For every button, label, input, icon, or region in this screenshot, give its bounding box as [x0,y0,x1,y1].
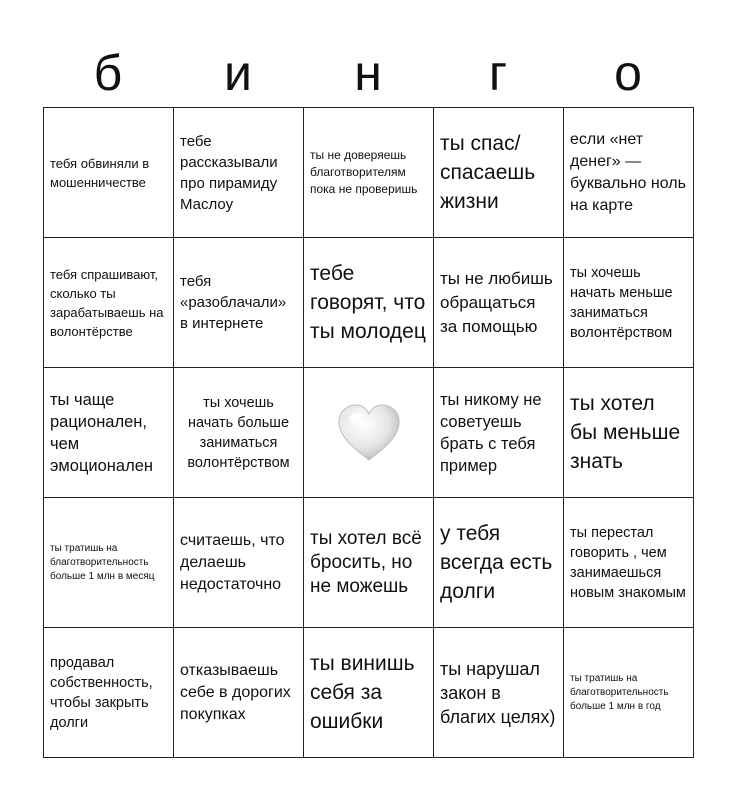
cell-text: ты не любишь обращаться за помощью [440,268,553,336]
bingo-cell-r1c3[interactable] [304,108,434,238]
cell-text: у тебя всегда есть долги [440,522,553,603]
bingo-cell-r1c1[interactable] [44,108,174,238]
cell-text: ты никому не советуешь брать с тебя пример [440,390,542,475]
bingo-header [43,40,693,106]
bingo-board [43,107,694,758]
cell-text: продавал собственность, чтобы закрыть долги [50,654,153,731]
bingo-cell-r5c3[interactable] [304,628,434,758]
cell-text: ты спас/ спасаешь жизни [440,132,536,213]
cell-text: тебе говорят, что ты молодец [310,262,426,343]
cell-text: считаешь, что делаешь недостаточно [180,531,285,593]
cell-text: ты хочешь начать больше заниматься волонтёрством [187,394,290,471]
bingo-cell-r2c1[interactable] [44,238,174,368]
cell-text: ты не доверяешь благотворителям пока не проверишь [310,148,418,196]
cell-text: ты тратишь на благотворительность больше 1 млн в месяц [50,542,155,582]
bingo-cell-r2c5[interactable] [564,238,694,368]
bingo-cell-r4c3[interactable] [304,498,434,628]
cell-text: ты хотел бы меньше знать [570,392,681,473]
cell-text: ты тратишь на благотворительность больше 1 млн в год [570,672,669,712]
header-letter-o: о [614,45,642,101]
cell-text: тебе рассказывали про пирамиду Маслоу [180,132,278,213]
cell-text: ты хочешь начать меньше заниматься волонтёрством [570,264,673,341]
bingo-cell-r5c5[interactable] [564,628,694,758]
cell-text: ты нарушал закон в благих целях) [440,658,556,727]
header-letter-b: б [93,45,123,101]
bingo-cell-r5c4[interactable] [434,628,564,758]
bingo-cell-r2c4[interactable] [434,238,564,368]
cell-text: ты чаще рационален, чем эмоционален [50,390,153,475]
cell-text: ты перестал говорить , чем занимаешься новым знакомым [570,524,686,601]
cell-text: отказываешь себе в дорогих покупках [180,661,291,723]
bingo-cell-r3c1[interactable] [44,368,174,498]
header-letter-i: и [224,45,252,101]
cell-text: тебя «разоблачали» в интернете [180,273,287,332]
cell-text: ты винишь себя за ошибки [310,652,415,733]
cell-text: если «нет денег» — буквально ноль на карте [570,130,686,214]
bingo-cell-r5c2[interactable] [174,628,304,758]
bingo-cell-r1c4[interactable] [434,108,564,238]
bingo-cell-r4c1[interactable] [44,498,174,628]
bingo-cell-r5c1[interactable] [44,628,174,758]
cell-text: тебя спрашивают, сколько ты зарабатываешь на волонтёрстве [50,266,164,339]
bingo-cell-r3c4[interactable] [434,368,564,498]
cell-text: тебя обвиняли в мошенничестве [50,155,150,190]
bingo-cell-r4c4[interactable] [434,498,564,628]
bingo-cell-r4c5[interactable] [564,498,694,628]
bingo-free-space[interactable] [304,368,434,498]
bingo-cell-r1c5[interactable] [564,108,694,238]
bingo-cell-r2c3[interactable] [304,238,434,368]
bingo-cell-r4c2[interactable] [174,498,304,628]
cell-text: ты хотел всё бросить, но не можешь [310,527,422,597]
header-letter-n: н [354,45,382,101]
bingo-cell-r1c2[interactable] [174,108,304,238]
white-heart-icon [336,403,402,463]
header-letter-g: г [488,45,508,101]
bingo-cell-r3c2[interactable] [174,368,304,498]
bingo-cell-r3c5[interactable] [564,368,694,498]
bingo-cell-r2c2[interactable] [174,238,304,368]
